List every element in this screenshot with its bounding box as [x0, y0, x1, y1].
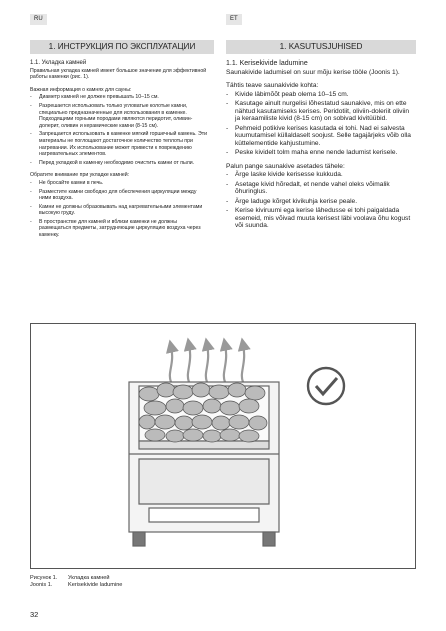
list-item: - Kerise kiviruumi ega kerise lähedusse ei tohi paigaldada esemeid, mis võivad muuta kerisest läbi voolava õhu kogust või suunda.	[226, 207, 412, 230]
list-item: - Разместите камни свободно для обеспечения циркуляции между ними воздуха.	[30, 189, 210, 202]
intro-et: Saunakivide ladumisel on suur mõju kerise tööle (Joonis 1).	[226, 68, 400, 76]
list-item: - Разрешается использовать только угловатые колотые камни, специально предназначенные для использования в каменке. Подходящими горными породами являются перидотит, оливин-долерит, оливин и керамические камни (8-15 см).	[30, 103, 210, 129]
lang-tag-ru: RU	[30, 14, 47, 25]
heater-illustration	[31, 324, 415, 568]
subheading-et: 1.1. Kerisekivide ladumine	[226, 60, 308, 67]
list-item: - Не бросайте камни в печь.	[30, 180, 210, 187]
lang-tag-et: ET	[226, 14, 242, 25]
list-item: - Kasutage ainult nurgelisi lõhestatud saunakive, mis on ette nähtud kasutamiseks kerises. Peridotiit, oliviin-doleriit oliviin ja keraamiliste kivid (8-15 cm) on sobivad kivitüübid.	[226, 100, 412, 123]
note-list-et	[226, 171, 412, 230]
check-icon	[308, 368, 344, 404]
list-item: - Ärge laske kivide kerisesse kukkuda.	[226, 171, 412, 179]
intro-ru: Правильная укладка камней имеет большое значение для эффективной работы каменки (рис. 1).	[30, 67, 207, 81]
airflow-arrows	[170, 344, 244, 382]
info-list-ru	[30, 94, 210, 166]
info-title-et: Tähtis teave saunakivide kohta:	[226, 82, 319, 89]
page-number: 32	[30, 610, 39, 619]
caption-label-et: Joonis 1.	[30, 582, 53, 588]
figure-stone-stacking	[30, 323, 416, 569]
list-item: - В пространстве для камней и вблизи каменки не должны размещаться предметы, затрудняющие циркуляцию воздуха через каменку.	[30, 219, 210, 239]
note-list-ru	[30, 180, 210, 239]
section-header-et: 1. KASUTUSJUHISED	[226, 40, 416, 54]
subheading-ru: 1.1. Укладка камней	[30, 60, 87, 66]
list-item: - Ärge laduge kõrget kivikuhja kerise peale.	[226, 198, 412, 206]
list-item: - Pehmeid potikive kerises kasutada ei tohi. Nad ei salvesta kuumutamisel küllaldaselt soojust. Selle tagajärjeks võib olla küttelementide kahjustumine.	[226, 125, 412, 148]
section-header-ru: 1. ИНСТРУКЦИЯ ПО ЭКСПЛУАТАЦИИ	[30, 40, 214, 54]
caption-label-ru: Рисунок 1.	[30, 575, 58, 581]
list-item: - Запрещается использовать в каменке мягкий горшечный камень. Эти материалы не поглощают достаточное количество теплоты при нагревании. Их использование может привести к повреждению нагревательных элементов.	[30, 131, 210, 157]
info-title-ru: Важная информация о камнях для сауны:	[30, 86, 132, 93]
caption-text-ru: Укладка камней	[68, 575, 110, 581]
info-list-et	[226, 91, 412, 157]
column-ru	[30, 60, 210, 245]
list-item: - Asetage kivid hõredalt, et nende vahel oleks võimalik õhuringlus.	[226, 181, 412, 196]
note-title-et: Palun pange saunakive asetades tähele:	[226, 162, 345, 170]
note-title-ru: Обратите внимание при укладке камней:	[30, 172, 130, 179]
figure-caption	[30, 575, 122, 589]
list-item: - Диаметр камней не должен превышать 10–15 см.	[30, 94, 210, 101]
list-item: - Peske kividelt tolm maha enne nende ladumist kerisele.	[226, 149, 412, 157]
column-et	[226, 60, 412, 236]
caption-text-et: Kerisekivide ladumine	[68, 582, 123, 588]
list-item: - Kivide läbimõõt peab olema 10–15 cm.	[226, 91, 412, 99]
list-item: - Перед укладкой в каменку необходимо очистить камни от пыли.	[30, 160, 210, 167]
list-item: - Камни не должны образовывать над нагревательными элементами высокую груду.	[30, 204, 210, 217]
